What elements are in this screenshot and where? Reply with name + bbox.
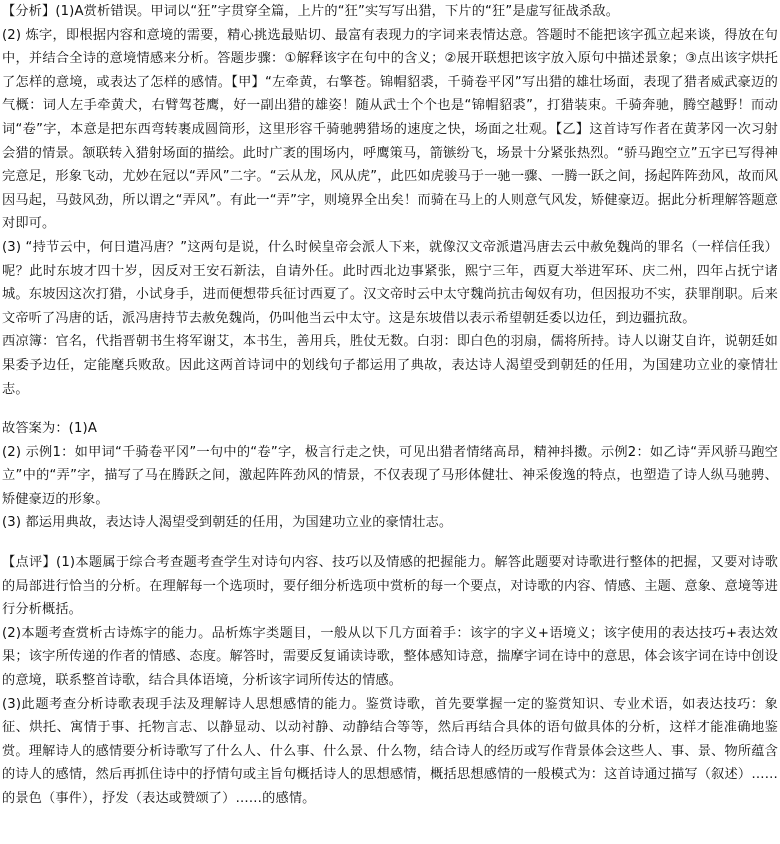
answer-section [2, 417, 778, 535]
comment-paragraph-3: (3)此题考查分析诗歌表现手法及理解诗人思想感情的能力。鉴赏诗歌，首先要掌握一定的鉴赏知识、专业术语，如表达技巧：象征、烘托、寓情于事、托物言志、以静显动、以动衬静、动静结合等等，然后再结合具体的语句做具体的分析，这样才能准确地鉴赏。理解诗人的感情要分析诗歌写了什么人、什么事、什么景、什么物，结合诗人的经历或写作背景体会这些人、事、景、物所蕴含的诗人的感情，然后再抓住诗中的抒情句或主旨句概括诗人的思想感情，概括思想感情的一般模式为：这首诗通过描写（叙述）……的景色（事件），抒发（表达或赞颂了）……的感情。 [2, 696, 778, 806]
section-spacer [2, 401, 778, 417]
analysis-paragraph-4: 西凉簿：官名，代指晋朝书生将军谢艾，本书生，善用兵，胜仗无数。白羽：即白色的羽扇，儒将所持。诗人以谢艾自许，说朝廷如果委予边任，定能麾兵败敌。因此这两首诗词中的划线句子都运用了典故，表达诗人渴望受到朝廷的任用，为国建功立业的豪情壮志。 [2, 334, 778, 397]
section-spacer [2, 535, 778, 551]
comment-section [2, 551, 778, 811]
analysis-paragraph-3: (3) “持节云中，何日遣冯唐？”这两句是说，什么时候皇帝会派人下来，就像汉文帝派遣冯唐去云中赦免魏尚的罪名（一样信任我）呢？此时东坡才四十岁，因反对王安石新法，自请外任。此时西北边事紧张，熙宁三年，西夏大举进军环、庆二州，四年占抚宁诸城。东坡因这次打猎，小试身手，进而便想带兵征讨西夏了。汉文帝时云中太守魏尚抗击匈奴有功，但因报功不实，获罪削职。后来文帝听了冯唐的话，派冯唐持节去赦免魏尚，仍叫他当云中太守。这是东坡借以表示希望朝廷委以边任，到边疆抗敌。 [2, 239, 778, 326]
analysis-paragraph-2: (2) 炼字，即根据内容和意境的需要，精心挑选最贴切、最富有表现力的字词来表情达意。答题时不能把该字孤立起来谈，得放在句中，并结合全诗的意境情感来分析。答题步骤：①解释该字在句中的含义；②展开联想把该字放入原句中描述景象；③点出该字烘托了怎样的意境，或表达了怎样的感情。【甲】“左牵黄，右擎苍。锦帽貂裘，千骑卷平冈”写出猎的雄壮场面，表现了猎者威武豪迈的气概：词人左手牵黄犬，右臂驾苍鹰，好一副出猎的雄姿！随从武士个个也是“锦帽貂裘”，打猎装束。千骑奔驰，腾空越野！而动词“卷”字，本意是把东西弯转裹成圆筒形，这里形容千骑驰骋猎场的速度之快，场面之壮观。【乙】这首诗写作者在黄茅冈一次习射会猎的情景。颔联转入猎射场面的描绘。此时广袤的围场内，呼鹰策马，箭镞纷飞，场景十分紧张热烈。“骄马跑空立”五字已写得神完意足，形象飞动，尤妙在冠以“弄风”二字。“云从龙，风从虎”，此匹如虎骏马于一驰一骤、一腾一跃之间，扬起阵阵劲风，故而风因马起，马鼓风劲，所以谓之“弄风”。有此一“弄”字，则境界全出矣！而骑在马上的人则意气风发，矫健豪迈。据此分析理解答题意对即可。 [2, 27, 778, 232]
comment-paragraph-2: (2)本题考查赏析古诗炼字的能力。品析炼字类题目，一般从以下几方面着手：该字的字义+语境义；该字使用的表达技巧+表达效果；该字所传递的作者的情感、态度。解答时，需要反复诵读诗歌，整体感知诗意，揣摩字词在诗中的意思，体会该字词在诗中创设的意境，联系整首诗歌，结合具体语境，分析该字词所传达的情感。 [2, 625, 778, 689]
answer-paragraph-3: (3) 都运用典故，表达诗人渴望受到朝廷的任用，为国建功立业的豪情壮志。 [2, 515, 453, 531]
answer-paragraph-1: 故答案为：(1)A [2, 421, 97, 437]
comment-paragraph-1: 【点评】(1)本题属于综合考查题考查学生对诗句内容、技巧以及情感的把握能力。解答此题要对诗歌进行整体的把握，又要对诗歌的局部进行恰当的分析。在理解每一个选项时，要仔细分析选项中赏析的每一个要点，对诗歌的内容、情感、主题、意象、意境等进行分析概括。 [2, 555, 778, 618]
answer-paragraph-2: (2) 示例1：如甲词“千骑卷平冈”一句中的“卷”字，极言行走之快，可见出猎者情绪高昂，精神抖擞。示例2：如乙诗“弄风骄马跑空立”中的“弄”字，描写了马在腾跃之间，激起阵阵劲风的情景，不仅表现了马形体健壮、神采俊逸的特点，也塑造了诗人纵马驰骋、矫健豪迈的形象。 [2, 444, 778, 507]
analysis-section [2, 0, 778, 401]
analysis-paragraph-1: 【分析】(1)A赏析错误。甲词以“狂”字贯穿全篇，上片的“狂”实写写出猎，下片的“狂”是虚写征战杀敌。 [2, 4, 620, 19]
